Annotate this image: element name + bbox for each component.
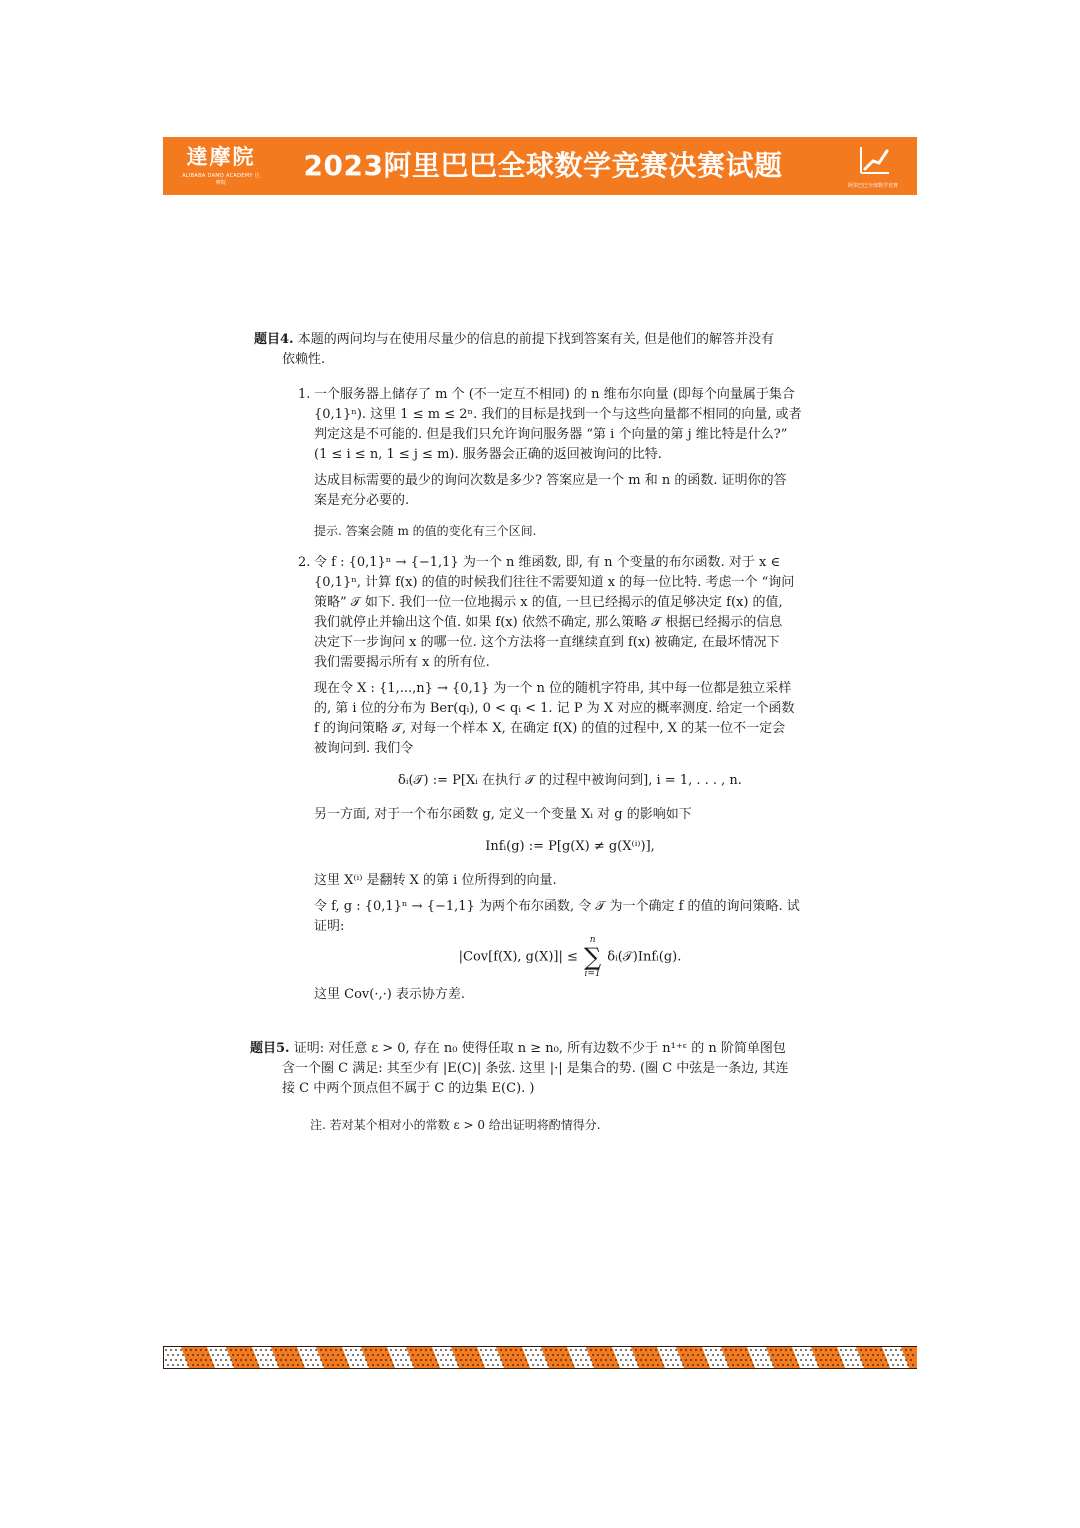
sum-lower: i=1	[584, 969, 601, 979]
question-number: 1.	[298, 387, 311, 402]
problem4-intro	[254, 330, 826, 350]
problem5-line: 接 C 中两个顶点但不属于 C 的边集 E(C). )	[282, 1081, 535, 1096]
equation-covariance	[314, 935, 826, 979]
q1-line: 一个服务器上储存了 m 个 (不一定互不相同) 的 n 维布尔向量 (即每个向量属于集合	[314, 387, 795, 402]
q1-line: 案是充分必要的.	[314, 493, 410, 508]
q2-line: 另一方面, 对于一个布尔函数 g, 定义一个变量 Xᵢ 对 g 的影响如下	[314, 807, 692, 822]
problem4-intro-line: 本题的两问均与在使用尽量少的信息的前提下找到答案有关, 但是他们的解答并没有	[297, 332, 774, 347]
problem4-intro-line: 依赖性.	[282, 352, 326, 367]
sum-sign: ∑	[584, 943, 602, 971]
q2-line: {0,1}ⁿ, 计算 f(x) 的值的时候我们往往不需要知道 x 的每一位比特. 考虑一个 “询问	[314, 575, 795, 590]
q1-line: (1 ≤ i ≤ n, 1 ≤ j ≤ m). 服务器会正确的返回被询问的比特.	[314, 447, 662, 462]
q2-line: 决定下一步询问 x 的哪一位. 这个方法将一直继续直到 f(x) 被确定, 在最坏情况下	[314, 635, 780, 650]
logo-name: 達摩院	[186, 144, 256, 169]
q2-line: 证明:	[314, 919, 345, 934]
problem5	[250, 1039, 826, 1135]
q2-line: 现在令 X : {1,...,n} → {0,1} 为一个 n 位的随机字符串, 其中每一位都是独立采样	[314, 681, 792, 696]
header-banner	[163, 137, 917, 195]
q2-line: 的, 第 i 位的分布为 Ber(qᵢ), 0 < qᵢ < 1. 记 P 为 X 对应的概率测度. 给定一个函数	[314, 701, 795, 716]
q1-line: 判定这是不可能的. 但是我们只允许询问服务器 “第 i 个向量的第 j 维比特是什么?”	[314, 427, 788, 442]
problem5-text: 证明: 对任意 ε > 0, 存在 n₀ 使得任取 n ≥ n₀, 所有边数不少于 n¹⁺ᵋ 的 n 阶简单图包	[293, 1041, 786, 1056]
equation-delta: δᵢ(𝒯) := P[Xᵢ 在执行 𝒯 的过程中被询问到], i = 1, . . . , n.	[398, 773, 742, 788]
competition-logo-text: 阿里巴巴全球数学竞赛	[847, 183, 898, 189]
q2-line: f 的询问策略 𝒯, 对每一个样本 X, 在确定 f(X) 的值的过程中, X 的某一位不一定会	[314, 721, 786, 736]
sum-upper: n	[589, 935, 596, 945]
problem4-heading: 题目4.	[254, 332, 294, 347]
q1-line: {0,1}ⁿ). 这里 1 ≤ m ≤ 2ⁿ. 我们的目标是找到一个与这些向量都不相同的向量, 或者	[314, 407, 802, 422]
q2-line: 被询问到. 我们令	[314, 741, 414, 756]
problem5-note: 注. 若对某个相对小的常数 ε > 0 给出证明将酌情得分.	[310, 1118, 601, 1132]
equation-right: δᵢ(𝒯)Infᵢ(g).	[607, 949, 682, 965]
problem4-question2	[254, 553, 826, 1005]
equation-influence: Infᵢ(g) := P[g(X) ≠ g(X⁽ⁱ⁾)],	[485, 839, 655, 854]
summation-symbol	[584, 935, 601, 979]
q2-line: 我们就停止并输出这个值. 如果 f(x) 依然不确定, 那么策略 𝒯 根据已经揭示的信息	[314, 615, 783, 630]
q2-line: 我们需要揭示所有 x 的所有位.	[314, 655, 490, 670]
equation-left: |Cov[f(X), g(X)]| ≤	[458, 949, 578, 965]
q1-line: 达成目标需要的最少的询问次数是多少? 答案应是一个 m 和 n 的函数. 证明你的答	[314, 473, 787, 488]
competition-logo-icon	[849, 143, 897, 189]
problem5-line: 含一个圈 C 满足: 其至少有 |E(C)| 条弦. 这里 |·| 是集合的势. (圈 C 中弦是一条边, 其连	[282, 1061, 789, 1076]
page-title: 2023阿里巴巴全球数学竞赛决赛试题	[303, 149, 783, 182]
q2-line: 策略” 𝒯 如下. 我们一位一位地揭示 x 的值, 一旦已经揭示的值足够决定 f(x) 的值,	[314, 595, 783, 610]
q2-line: 令 f, g : {0,1}ⁿ → {−1,1} 为两个布尔函数, 令 𝒯 为一个确定 f 的值的询问策略. 试	[314, 899, 800, 914]
problem5-heading: 题目5.	[250, 1041, 290, 1056]
q2-line: 这里 Cov(·,·) 表示协方差.	[314, 987, 466, 1002]
q2-line: 这里 X⁽ⁱ⁾ 是翻转 X 的第 i 位所得到的向量.	[314, 873, 557, 888]
problem4-question1	[254, 385, 826, 541]
q2-line: 令 f : {0,1}ⁿ → {−1,1} 为一个 n 维函数, 即, 有 n 个变量的布尔函数. 对于 x ∈	[314, 555, 781, 570]
question-number: 2.	[298, 555, 311, 570]
problem-content	[250, 330, 826, 1135]
q1-hint: 提示. 答案会随 m 的值的变化有三个区间.	[314, 524, 537, 538]
damo-academy-logo	[181, 144, 261, 186]
decorative-footer-strip	[163, 1346, 917, 1369]
logo-subtitle: ALIBABA DAMO ACADEMY 达摩院	[182, 173, 260, 186]
problem5-line	[250, 1039, 826, 1059]
